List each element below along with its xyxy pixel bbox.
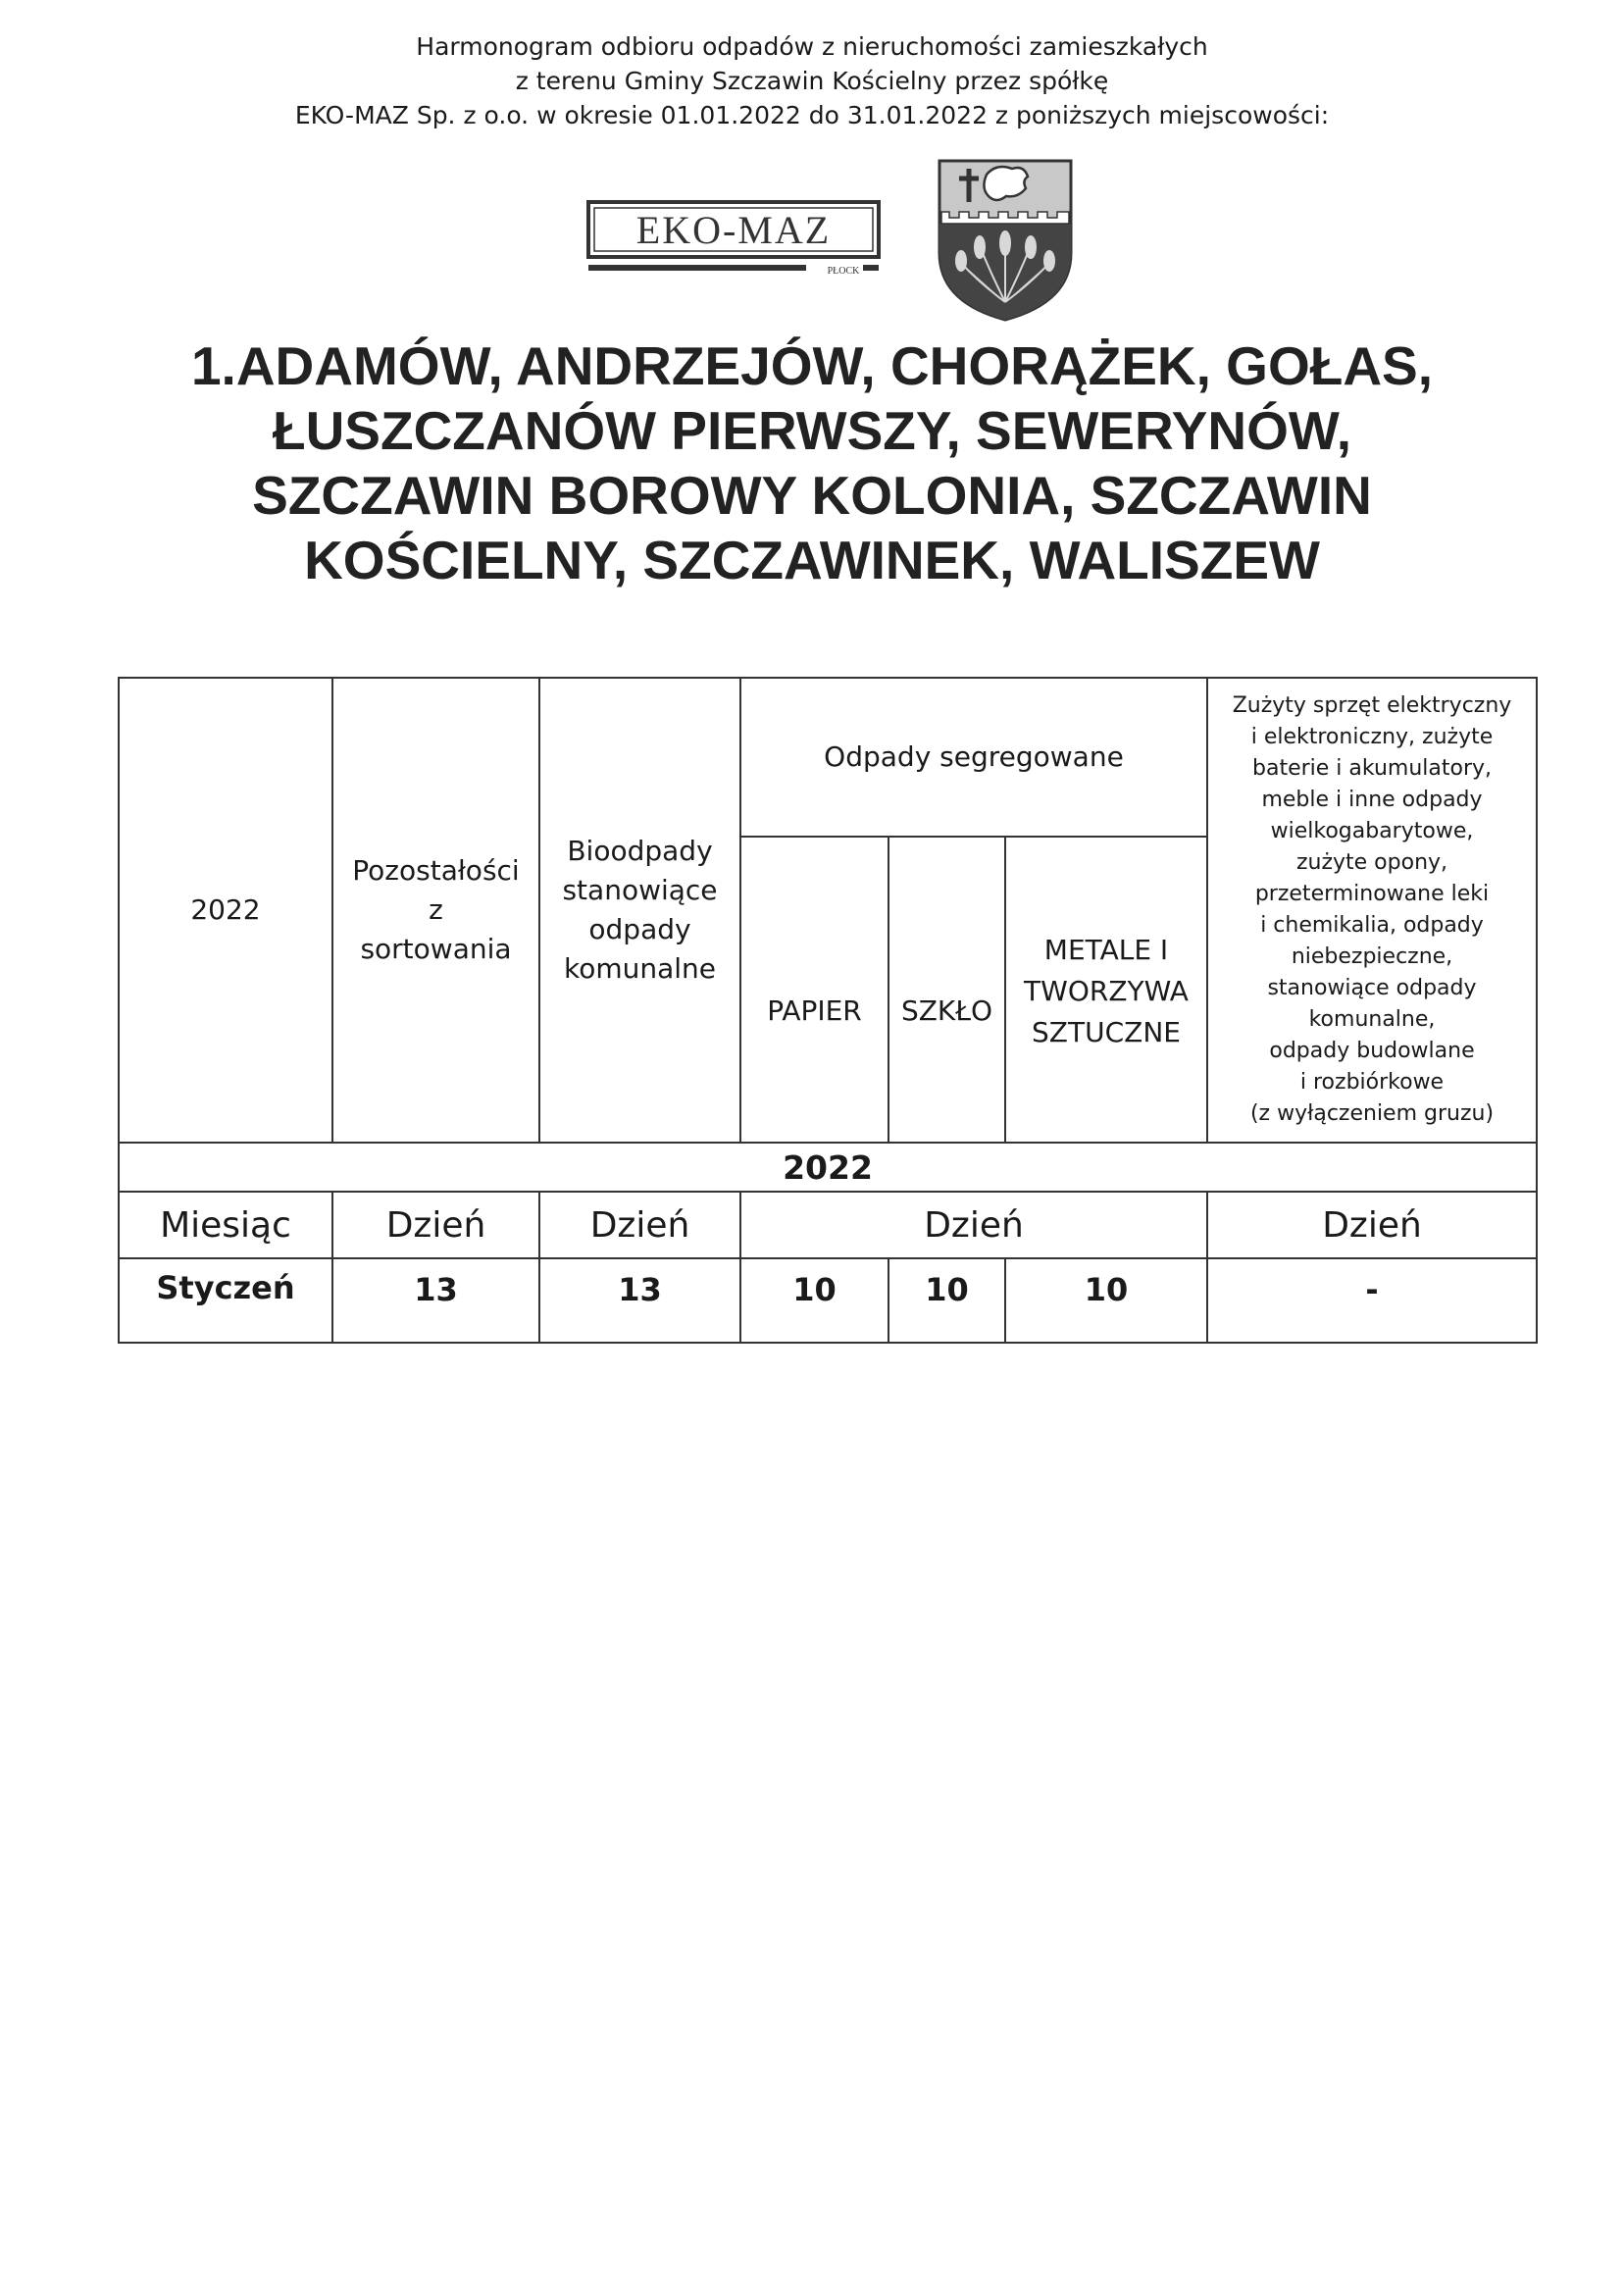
day-label-segregated: Dzień [740,1192,1207,1258]
logos-area [0,155,1624,327]
locations-line-4: KOŚCIELNY, SZCZAWINEK, WALISZEW [304,530,1320,590]
header-line-2: z terenu Gminy Szczawin Kościelny przez spółkę [515,67,1109,95]
day-label-other: Dzień [1207,1192,1537,1258]
locations-line-1: 1.ADAMÓW, ANDRZEJÓW, CHORĄŻEK, GOŁAS, [190,335,1434,396]
svg-text:EKO-MAZ: EKO-MAZ [635,208,832,252]
svg-text:PŁOCK: PŁOCK [827,266,860,277]
gmina-coat-of-arms [932,155,1079,324]
locations-line-3: SZCZAWIN BOROWY KOLONIA, SZCZAWIN [252,465,1372,526]
locations-line-2: ŁUSZCZANÓW PIERWSZY, SEWERYNÓW, [272,400,1352,461]
header-line-1: Harmonogram odbioru odpadów z nieruchomości zamieszkałych [416,32,1208,61]
year-header-cell: 2022 [119,678,332,1143]
residual-waste-header: Pozostałości z sortowania [332,678,539,1143]
month-cell: Styczeń [119,1258,332,1343]
paper-header: PAPIER [740,837,888,1143]
header-line-3: EKO-MAZ Sp. z o.o. w okresie 01.01.2022 do 31.01.2022 z poniższych miejscowości: [294,101,1330,129]
day-label-bio: Dzień [539,1192,740,1258]
document-header [0,29,1624,132]
locations-list [0,333,1624,592]
glass-header: SZKŁO [888,837,1005,1143]
year-row: 2022 [119,1143,1537,1192]
table-row [119,1258,1537,1343]
eko-maz-logo [586,200,881,280]
paper-day-cell: 10 [740,1258,888,1343]
other-day-cell: - [1207,1258,1537,1343]
collection-schedule-table [118,677,1538,1344]
day-label-residual: Dzień [332,1192,539,1258]
glass-day-cell: 10 [888,1258,1005,1343]
metal-day-cell: 10 [1005,1258,1207,1343]
biowaste-header: Bioodpady stanowiące odpady komunalne [539,678,740,1143]
segregated-waste-header: Odpady segregowane [740,678,1207,837]
bio-day-cell: 13 [539,1258,740,1343]
metal-plastic-header: METALE I TWORZYWA SZTUCZNE [1005,837,1207,1143]
month-column-label: Miesiąc [119,1192,332,1258]
residual-day-cell: 13 [332,1258,539,1343]
bulky-hazardous-waste-header: Zużyty sprzęt elektryczny i elektroniczny, zużyte baterie i akumulatory, meble i inne odpady wielkogabarytowe, zużyte opony, przeterminowane leki i chemikalia, odpady niebezpieczne, stanowiące odpady komunalne, odpady budowlane i rozbiórkowe (z wyłączeniem gruzu) [1207,678,1537,1143]
